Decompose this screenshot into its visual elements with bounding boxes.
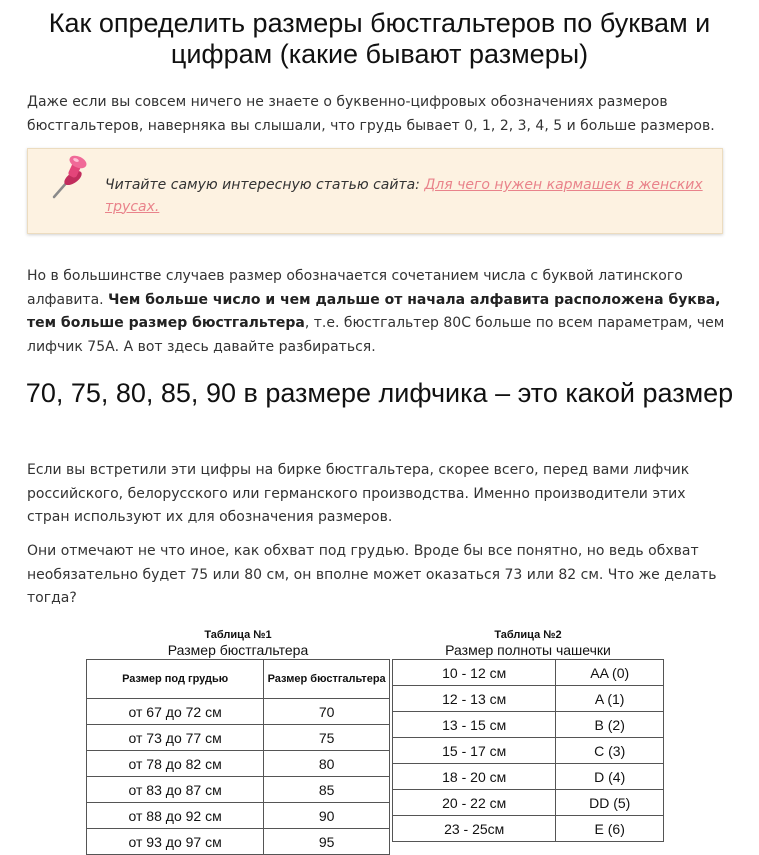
- table-cell: от 83 до 87 см: [87, 777, 264, 803]
- table-cell: 12 - 13 см: [393, 686, 556, 712]
- table-cell: E (6): [556, 816, 664, 842]
- table-cell: AA (0): [556, 660, 664, 686]
- table-row: [393, 738, 664, 764]
- table-cell: 10 - 12 см: [393, 660, 556, 686]
- cup-size-table: [392, 659, 664, 842]
- table-cell: DD (5): [556, 790, 664, 816]
- table2-caption: [392, 628, 664, 659]
- table-row: [393, 712, 664, 738]
- section-heading: 70, 75, 80, 85, 90 в размере лифчика – это какой размер: [25, 378, 734, 408]
- table-cell: 80: [264, 751, 390, 777]
- table-row: [393, 764, 664, 790]
- table-cell: C (3): [556, 738, 664, 764]
- table-row: [87, 777, 390, 803]
- table-cell: B (2): [556, 712, 664, 738]
- table-row: [393, 816, 664, 842]
- intro-paragraph: Даже если вы совсем ничего не знаете о буквенно-цифровых обозначениях размеров бюстгальтеров, наверняка вы слышали, что грудь бывает 0, 1, 2, 3, 4, 5 и больше размеров.: [27, 94, 715, 134]
- table-cell: от 67 до 72 см: [87, 699, 264, 725]
- table-cell: 75: [264, 725, 390, 751]
- table-cell: 70: [264, 699, 390, 725]
- table-row: [393, 790, 664, 816]
- callout-prefix: Читайте самую интересную статью сайта:: [105, 177, 425, 193]
- read-also-callout: [27, 148, 723, 234]
- table-row: [87, 725, 390, 751]
- table-cell: 90: [264, 803, 390, 829]
- callout-text: [105, 175, 705, 218]
- paragraph-origin: Если вы встретили эти цифры на бирке бюстгальтера, скорее всего, перед вами лифчик российского, белорусского или германского производства. Именно производители этих стран используют их для обозначения размеров.: [27, 462, 690, 525]
- article-title: Как определить размеры бюстгальтеров по буквам и цифрам (какие бывают размеры): [48, 8, 711, 69]
- table-row: [87, 699, 390, 725]
- explanation-bold: Чем больше число и чем дальше от начала алфавита расположена буква, тем больше размер бюстгальтера: [27, 291, 721, 331]
- table-cell: 13 - 15 см: [393, 712, 556, 738]
- pushpin-icon: [46, 153, 92, 205]
- column-header: Размер бюстгальтера: [264, 660, 390, 699]
- table1-number: Таблица №1: [204, 629, 272, 641]
- table-row: [393, 686, 664, 712]
- band-size-table: [86, 659, 390, 855]
- table-cell: 85: [264, 777, 390, 803]
- table-cell: 95: [264, 829, 390, 855]
- table-cell: от 93 до 97 см: [87, 829, 264, 855]
- table-cell: A (1): [556, 686, 664, 712]
- table-cell: от 78 до 82 см: [87, 751, 264, 777]
- table-header-row: [87, 660, 390, 699]
- featured-article-link[interactable]: Для чего нужен кармашек в женских трусах.: [105, 177, 703, 215]
- table1-title: Размер бюстгальтера: [167, 642, 309, 658]
- table-cell: от 88 до 92 см: [87, 803, 264, 829]
- explanation-paragraph: [27, 265, 727, 359]
- table-row: [87, 803, 390, 829]
- table1-caption: [86, 628, 390, 659]
- table-row: [87, 829, 390, 855]
- table-cell: 23 - 25см: [393, 816, 556, 842]
- table-cell: от 73 до 77 см: [87, 725, 264, 751]
- table-row: [87, 751, 390, 777]
- table2-title: Размер полноты чашечки: [445, 642, 611, 658]
- table-cell: 15 - 17 см: [393, 738, 556, 764]
- table-cell: D (4): [556, 764, 664, 790]
- table-cell: 20 - 22 см: [393, 790, 556, 816]
- table-cell: 18 - 20 см: [393, 764, 556, 790]
- paragraph-underbust: Они отмечают не что иное, как обхват под грудью. Вроде бы все понятно, но ведь обхват необязательно будет 75 или 80 см, он вполне может оказаться 73 или 82 см. Что же делать тогда?: [27, 543, 717, 606]
- table-row: [393, 660, 664, 686]
- table2-number: Таблица №2: [494, 629, 562, 641]
- column-header: Размер под грудью: [87, 660, 264, 699]
- explanation-start: Но в большинстве случаев размер обозначается сочетанием числа с буквой латинского алфавита.: [27, 268, 683, 308]
- explanation-end: , т.е. бюстгальтер 80С больше по всем параметрам, чем лифчик 75А. А вот здесь давайте разбираться.: [27, 315, 725, 355]
